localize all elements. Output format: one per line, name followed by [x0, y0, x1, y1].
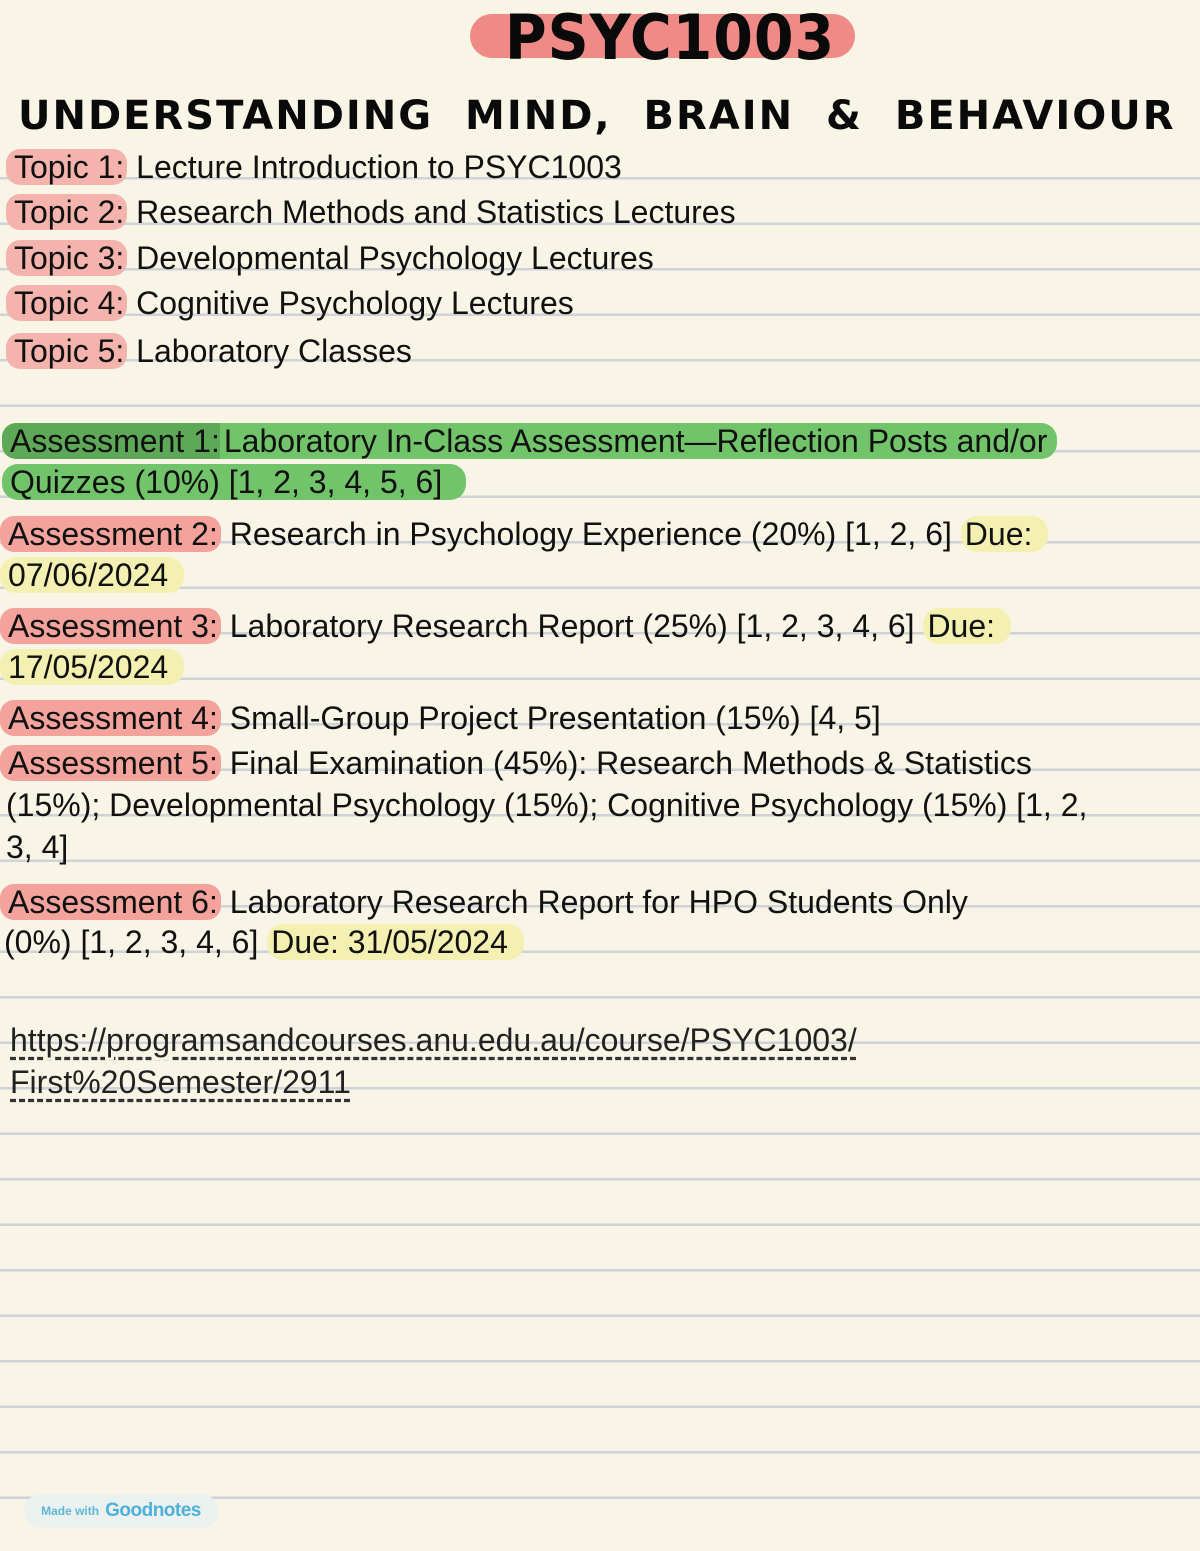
- assessment-label: Assessment 4:: [0, 700, 221, 736]
- assessment-2-line-1: [0, 513, 1048, 555]
- topic-line-4: [6, 282, 574, 324]
- topic-label: Topic 5:: [6, 333, 127, 369]
- assessment-text: Laboratory Research Report for HPO Students Only: [229, 884, 968, 920]
- title-area: [0, 0, 1200, 80]
- goodnotes-badge: [24, 1494, 218, 1528]
- topic-line-2: [6, 191, 736, 233]
- assessment-6-line-2: [4, 921, 524, 963]
- due-date: 07/06/2024: [0, 557, 184, 593]
- topic-text: Cognitive Psychology Lectures: [136, 285, 574, 321]
- topic-label: Topic 4:: [6, 285, 127, 321]
- page-subtitle: UNDERSTANDING MIND, BRAIN & BEHAVIOUR: [18, 93, 1176, 139]
- topic-text: Research Methods and Statistics Lectures: [136, 194, 736, 230]
- assessment-5-line-1: [0, 742, 1032, 784]
- assessment-label: Assessment 5:: [0, 745, 221, 781]
- due-date: 17/05/2024: [0, 649, 184, 685]
- topic-line-5: [6, 330, 412, 372]
- assessment-5-line-3: [6, 826, 68, 868]
- assessment-text: (15%); Developmental Psychology (15%); Cognitive Psychology (15%) [1, 2,: [6, 787, 1088, 823]
- assessment-text: (0%) [1, 2, 3, 4, 6]: [4, 924, 259, 960]
- course-link-line-1[interactable]: https://programsandcourses.anu.edu.au/course/PSYC1003/: [10, 1022, 857, 1058]
- assessment-2-line-2: [0, 554, 184, 596]
- assessment-text: Small-Group Project Presentation (15%) [4, 5]: [229, 700, 881, 736]
- assessment-text: 3, 4]: [6, 829, 69, 865]
- topic-label: Topic 1:: [6, 149, 127, 185]
- assessment-text: Laboratory Research Report (25%) [1, 2, 3, 4, 6]: [229, 608, 915, 644]
- assessment-text: Research in Psychology Experience (20%) [1, 2, 6]: [229, 516, 952, 552]
- page-title: PSYC1003: [504, 1, 836, 74]
- assessment-5-line-2: [6, 784, 1087, 826]
- due-date: Due: 31/05/2024: [267, 924, 524, 960]
- due-label: Due:: [923, 608, 1011, 644]
- goodnotes-logo: Goodnotes: [105, 1500, 201, 1521]
- assessment-text: Laboratory In-Class Assessment—Reflection Posts and/or: [220, 423, 1057, 459]
- assessment-label: Assessment 6:: [0, 884, 221, 920]
- assessment-4-line: [0, 697, 881, 739]
- topic-line-1: [6, 146, 622, 188]
- assessment-1-line-1: [2, 420, 1057, 462]
- topic-text: Laboratory Classes: [136, 333, 412, 369]
- assessment-text: Final Examination (45%): Research Methods & Statistics: [229, 745, 1032, 781]
- assessment-3-line-2: [0, 646, 184, 688]
- assessment-3-line-1: [0, 605, 1011, 647]
- topic-label: Topic 2:: [6, 194, 127, 230]
- topic-label: Topic 3:: [6, 240, 127, 276]
- made-with-label: Made with: [41, 1504, 100, 1518]
- assessment-6-line-1: [0, 881, 968, 923]
- topic-text: Lecture Introduction to PSYC1003: [136, 149, 622, 185]
- course-link-line-2[interactable]: First%20Semester/2911: [10, 1064, 351, 1100]
- topic-line-3: [6, 237, 654, 279]
- due-label: Due:: [961, 516, 1049, 552]
- assessment-label: Assessment 1:: [2, 423, 220, 459]
- assessment-label: Assessment 2:: [0, 516, 221, 552]
- assessment-label: Assessment 3:: [0, 608, 221, 644]
- assessment-text: Quizzes (10%) [1, 2, 3, 4, 5, 6]: [2, 464, 466, 500]
- assessment-1-line-2: [2, 461, 466, 503]
- topic-text: Developmental Psychology Lectures: [136, 240, 654, 276]
